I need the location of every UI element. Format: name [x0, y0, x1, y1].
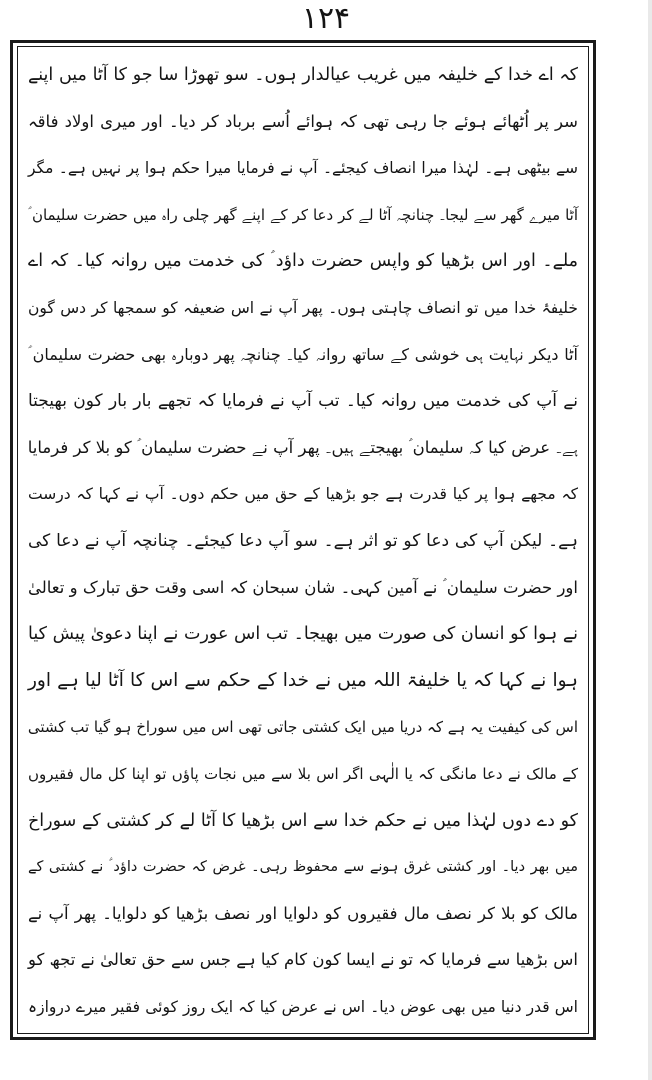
text-line: سر پر اُٹھائے ہوئے جا رہی تھی کہ ہوائے اُسے برباد کر دیا۔ اور میری اولاد فاقہ	[28, 111, 578, 131]
text-line: مالک کو بلا کر نصف مال فقیروں کو دلوایا اور نصف بڑھیا کو دلوایا۔ پھر آپ نے	[28, 903, 578, 923]
text-line: کے مالک نے دعا مانگی کہ یا الٰہی اگر اس بلا سے میں نجات پاؤں تو اپنا کل مال فقیروں	[28, 764, 578, 783]
text-line: ہے۔ عرض کیا کہ سلیمان ؑ بھیجتے ہیں۔ پھر آپ نے حضرت سلیمان ؑ کو بلا کر فرمایا	[27, 437, 578, 457]
text-line: اور حضرت سلیمان ؑ نے آمین کہی۔ شان سبحان کہ اسی وقت حق تبارک و تعالیٰ	[28, 577, 578, 597]
text-line: کہ اے خدا کے خلیفہ میں غریب عیالدار ہوں۔ سو تھوڑا سا جو کا آٹا میں اپنے	[28, 65, 578, 85]
text-line: اس کی کیفیت یہ ہے کہ دریا میں ایک کشتی جاتی تھی اس میں سوراخ ہو گیا تب کشتی	[27, 718, 578, 737]
text-body	[22, 52, 584, 1030]
text-line: نے آپ کی خدمت میں روانہ کیا۔ تب آپ نے فرمایا کہ تجھے بار بار کون بھیجتا	[28, 391, 578, 412]
page-number: ۱۲۴	[301, 1, 351, 36]
text-line: ہے۔ لیکن آپ کی دعا کو تو اثر ہے۔ سو آپ دعا کیجئے۔ چنانچہ آپ نے دعا کی	[28, 530, 578, 551]
text-line: اس قدر دنیا میں بھی عوض دیا۔ اس نے عرض کیا کہ ایک روز کوئی فقیر میرے دروازہ	[28, 997, 578, 1016]
text-line: آٹا میرے گھر سے لیجا۔ چنانچہ آٹا لے کر دعا کر کے اپنے گھر چلی راہ میں حضرت سلیمان ؑ	[28, 205, 578, 224]
text-line: کہ مجھے ہوا پر کیا قدرت ہے جو بڑھیا کے حق میں حکم دوں۔ آپ نے کہا کہ درست	[28, 485, 578, 504]
text-line: میں بھر دیا۔ اور کشتی غرق ہونے سے محفوظ رہی۔ غرض کہ حضرت داؤد ؑ نے کشتی کے	[28, 859, 578, 876]
text-line: کو دے دوں لہٰذا میں نے حکم خدا سے اس بڑھیا کا آٹا لے کر کشتی کے سوراخ	[28, 810, 578, 831]
text-line: خلیفۂ خدا میں تو انصاف چاہتی ہوں۔ پھر آپ نے اس ضعیفہ کو سمجھا کر دس گون	[28, 298, 578, 317]
page-edge-shadow	[648, 0, 652, 1080]
text-line: اس بڑھیا سے فرمایا کہ تو نے ایسا کون کام کیا ہے جس سے حق تعالیٰ نے تجھ کو	[28, 950, 578, 970]
text-line: نے ہوا کو انسان کی صورت میں بھیجا۔ تب اس عورت نے اپنا دعویٰ پیش کیا	[28, 624, 578, 645]
text-line: ملے۔ اور اس بڑھیا کو واپس حضرت داؤد ؑ کی خدمت میں روانہ کیا۔ کہ اے	[28, 251, 578, 272]
text-line: آٹا دیکر نہایت ہی خوشی کے ساتھ روانہ کیا۔ چنانچہ پھر دوبارہ بھی حضرت سلیمان ؑ	[28, 344, 578, 364]
text-line: ہوا نے کہا کہ یا خلیفۃ اللہ میں نے خدا کے حکم سے اس کا آٹا لیا ہے اور	[28, 669, 578, 691]
text-line: سے بیٹھی ہے۔ لہٰذا میرا انصاف کیجئے۔ آپ نے فرمایا میرا حکم ہوا پر نہیں ہے۔ مگر	[28, 159, 578, 178]
